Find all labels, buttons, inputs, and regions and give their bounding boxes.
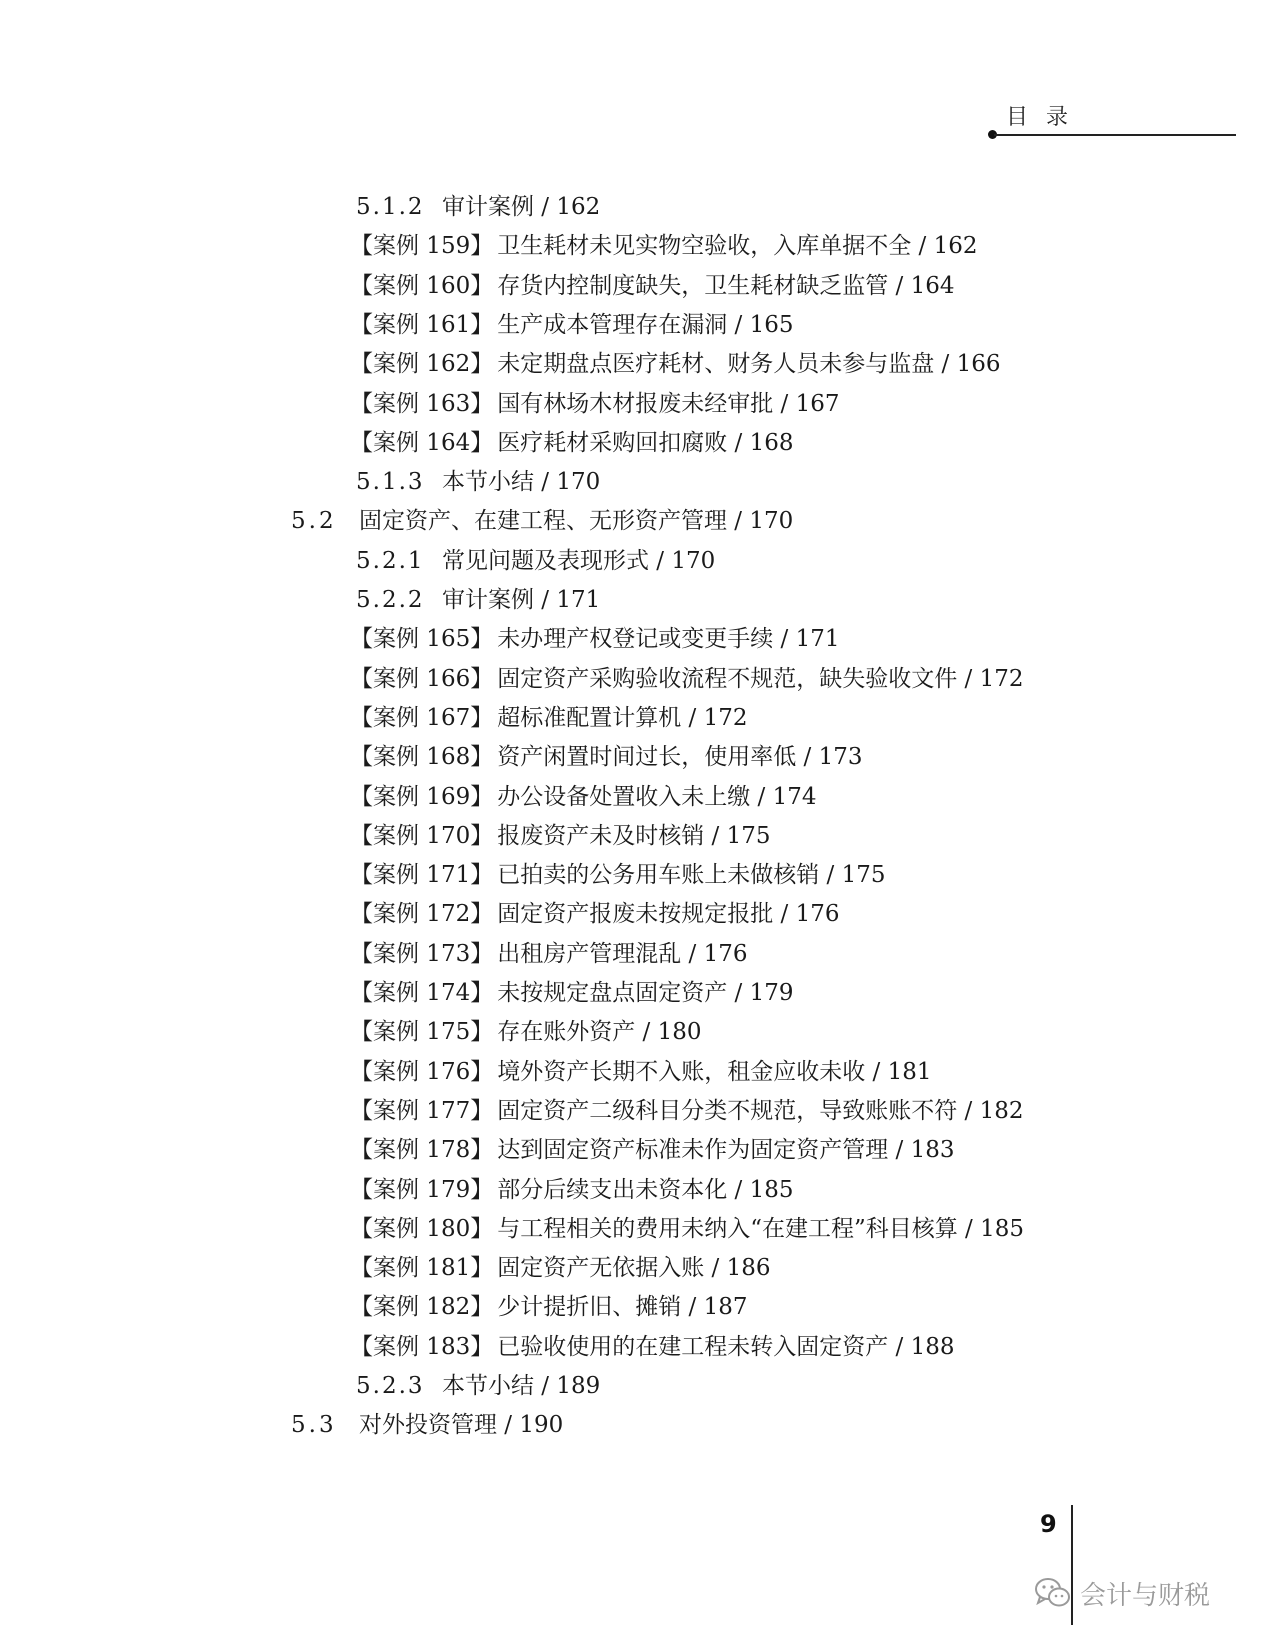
page-number: 9 (1040, 1510, 1057, 1538)
entry-number: 【案例 163】 (350, 390, 494, 417)
entry-page-number: 176 (703, 940, 748, 967)
entry-title: 已验收使用的在建工程未转入固定资产 (497, 1333, 889, 1360)
entry-page-number: 181 (887, 1058, 932, 1085)
entry-page-number: 179 (749, 980, 794, 1006)
entry-number: 【案例 161】 (350, 311, 494, 338)
entry-title: 国有林场木材报废未经审批 (497, 390, 774, 417)
entry-number: 【案例 170】 (350, 822, 494, 849)
entry-page-number: 176 (795, 901, 840, 928)
toc-case-entry (350, 269, 955, 303)
header-title: 目录 (1006, 105, 1087, 130)
toc-case-entry (350, 858, 886, 892)
entry-title: 固定资产报废未按规定报批 (497, 901, 774, 928)
entry-page-number: 162 (556, 194, 601, 220)
entry-separator: / (727, 311, 750, 338)
entry-separator: / (796, 744, 819, 771)
entry-title: 医疗耗材采购回扣腐败 (497, 429, 728, 456)
toc-section-entry (291, 1408, 563, 1442)
entry-separator: / (957, 1215, 981, 1242)
entry-title: 固定资产无依据入账 (497, 1255, 705, 1282)
entry-title: 超标准配置计算机 (497, 704, 682, 731)
toc-case-entry (350, 819, 771, 853)
entry-number: 【案例 174】 (350, 980, 494, 1006)
entry-page-number: 186 (726, 1255, 771, 1282)
entry-page-number: 172 (703, 704, 748, 731)
entry-number: 【案例 168】 (350, 744, 494, 771)
entry-page-number: 190 (519, 1412, 564, 1439)
entry-title: 卫生耗材未见实物空验收，入库单据不全 (497, 233, 912, 260)
toc-section-entry (291, 504, 793, 538)
entry-page-number: 185 (749, 1176, 794, 1203)
entry-number: 【案例 167】 (350, 704, 494, 731)
entry-title: 未定期盘点医疗耗材、财务人员未参与监盘 (497, 351, 935, 378)
entry-title: 已拍卖的公务用车账上未做核销 (497, 862, 820, 889)
entry-separator: / (773, 390, 796, 417)
entry-number: 【案例 176】 (350, 1058, 494, 1085)
toc-subsection-entry (356, 190, 600, 224)
entry-title: 常见问题及表现形式 (442, 547, 649, 574)
toc-subsection-entry (356, 465, 600, 499)
toc-case-entry (350, 387, 840, 421)
toc-subsection-entry (356, 1369, 600, 1403)
entry-number: 【案例 181】 (350, 1255, 494, 1282)
toc-case-entry (350, 308, 794, 342)
entry-page-number: 173 (818, 744, 863, 771)
entry-separator: / (681, 1294, 704, 1321)
toc-subsection-entry (356, 583, 600, 617)
entry-title: 固定资产、在建工程、无形资产管理 (359, 508, 727, 535)
entry-number: 【案例 172】 (350, 901, 494, 928)
entry-page-number: 185 (980, 1215, 1025, 1242)
entry-separator: / (888, 272, 911, 299)
entry-separator: / (534, 1373, 557, 1399)
header-rule (994, 134, 1236, 136)
entry-page-number: 180 (657, 1019, 702, 1046)
entry-title: 生产成本管理存在漏洞 (497, 311, 728, 338)
entry-page-number: 182 (979, 1097, 1024, 1124)
entry-page-number: 168 (749, 429, 794, 456)
entry-title: 与工程相关的费用未纳入“在建工程”科目核算 (497, 1215, 958, 1242)
entry-separator: / (727, 429, 750, 456)
entry-page-number: 171 (795, 626, 840, 653)
watermark-text: 会计与财税 (1080, 1580, 1211, 1611)
toc-case-entry (350, 1015, 702, 1049)
entry-number: 【案例 177】 (350, 1097, 494, 1124)
entry-number: 【案例 171】 (350, 862, 494, 889)
entry-number: 【案例 164】 (350, 429, 494, 456)
entry-page-number: 170 (749, 508, 794, 535)
entry-title: 存在账外资产 (497, 1019, 636, 1046)
entry-separator: / (635, 1019, 658, 1046)
wechat-icon (1034, 1576, 1072, 1610)
toc-case-entry (350, 426, 794, 460)
entry-separator: / (888, 1137, 911, 1164)
toc-case-entry (350, 976, 794, 1010)
entry-title: 本节小结 (442, 1373, 534, 1399)
toc-case-entry (350, 1212, 1024, 1246)
entry-separator: / (497, 1412, 520, 1439)
entry-page-number: 172 (979, 665, 1024, 692)
entry-number: 【案例 169】 (350, 783, 494, 810)
entry-page-number: 170 (556, 469, 601, 496)
entry-separator: / (534, 587, 557, 613)
entry-title: 达到固定资产标准未作为固定资产管理 (497, 1137, 889, 1164)
entry-page-number: 187 (703, 1294, 748, 1321)
entry-page-number: 164 (910, 272, 955, 299)
entry-separator: / (704, 1255, 727, 1282)
entry-page-number: 189 (556, 1373, 601, 1399)
toc-case-entry (350, 1094, 1024, 1128)
entry-number: 【案例 179】 (350, 1176, 494, 1203)
entry-separator: / (773, 901, 796, 928)
entry-title: 少计提折旧、摊销 (497, 1294, 682, 1321)
entry-separator: / (750, 783, 773, 810)
toc-subsection-entry (356, 544, 715, 578)
entry-separator: / (957, 665, 980, 692)
entry-title: 未按规定盘点固定资产 (497, 980, 728, 1006)
toc-case-entry (350, 1251, 771, 1285)
entry-number: 5.2.2 (356, 587, 425, 613)
entry-page-number: 174 (772, 783, 817, 810)
entry-number: 【案例 178】 (350, 1137, 494, 1164)
entry-separator: / (727, 508, 750, 535)
entry-title: 资产闲置时间过长，使用率低 (497, 744, 797, 771)
entry-title: 对外投资管理 (359, 1412, 497, 1439)
toc-case-entry (350, 780, 817, 814)
entry-title: 办公设备处置收入未上缴 (497, 783, 751, 810)
toc-case-entry (350, 701, 748, 735)
entry-separator: / (681, 704, 704, 731)
entry-number: 【案例 160】 (350, 272, 494, 299)
entry-separator: / (704, 822, 727, 849)
toc-case-entry (350, 1173, 794, 1207)
entry-number: 【案例 183】 (350, 1333, 494, 1360)
entry-page-number: 183 (910, 1137, 955, 1164)
toc-case-entry (350, 937, 748, 971)
entry-separator: / (911, 233, 934, 260)
entry-number: 5.1.3 (356, 469, 425, 496)
entry-number: 5.3 (291, 1412, 337, 1439)
entry-page-number: 170 (671, 547, 716, 574)
entry-title: 境外资产长期不入账，租金应收未收 (497, 1058, 866, 1085)
entry-page-number: 175 (726, 822, 771, 849)
entry-page-number: 175 (841, 862, 886, 889)
entry-separator: / (865, 1058, 888, 1085)
entry-separator: / (534, 194, 557, 220)
entry-page-number: 166 (956, 351, 1001, 378)
toc-case-entry (350, 897, 840, 931)
toc-case-entry (350, 1330, 955, 1364)
toc-case-entry (350, 740, 863, 774)
entry-title: 出租房产管理混乱 (497, 940, 682, 967)
entry-separator: / (681, 940, 704, 967)
toc-case-entry (350, 229, 978, 263)
entry-page-number: 171 (556, 587, 601, 613)
entry-separator: / (727, 980, 750, 1006)
toc-case-entry (350, 347, 1001, 381)
entry-number: 5.2.3 (356, 1373, 425, 1399)
entry-title: 固定资产采购验收流程不规范，缺失验收文件 (497, 665, 958, 692)
entry-title: 审计案例 (442, 194, 534, 220)
entry-title: 存货内控制度缺失，卫生耗材缺乏监管 (497, 272, 889, 299)
watermark (1034, 1573, 1210, 1613)
entry-number: 5.2 (291, 508, 337, 535)
entry-title: 本节小结 (442, 469, 534, 496)
entry-number: 【案例 162】 (350, 351, 494, 378)
entry-separator: / (888, 1333, 911, 1360)
toc-case-entry (350, 622, 840, 656)
entry-number: 【案例 166】 (350, 665, 494, 692)
entry-number: 【案例 165】 (350, 626, 494, 653)
entry-separator: / (934, 351, 957, 378)
entry-page-number: 167 (795, 390, 840, 417)
toc-case-entry (350, 662, 1024, 696)
entry-page-number: 162 (933, 233, 978, 260)
entry-title: 部分后续支出未资本化 (497, 1176, 728, 1203)
entry-title: 审计案例 (442, 587, 534, 613)
toc-case-entry (350, 1290, 748, 1324)
entry-number: 5.2.1 (356, 547, 425, 574)
entry-separator: / (957, 1097, 980, 1124)
entry-title: 报废资产未及时核销 (497, 822, 705, 849)
entry-number: 【案例 173】 (350, 940, 494, 967)
entry-number: 【案例 180】 (350, 1215, 494, 1242)
entry-separator: / (649, 547, 672, 574)
entry-page-number: 165 (749, 311, 794, 338)
entry-separator: / (534, 469, 557, 496)
entry-title: 未办理产权登记或变更手续 (497, 626, 774, 653)
entry-page-number: 188 (910, 1333, 955, 1360)
entry-number: 【案例 175】 (350, 1019, 494, 1046)
entry-separator: / (819, 862, 842, 889)
entry-separator: / (773, 626, 796, 653)
entry-number: 【案例 182】 (350, 1294, 494, 1321)
entry-number: 【案例 159】 (350, 233, 494, 260)
entry-number: 5.1.2 (356, 194, 425, 220)
running-header (988, 100, 1236, 140)
toc-case-entry (350, 1133, 955, 1167)
entry-title: 固定资产二级科目分类不规范，导致账账不符 (497, 1097, 958, 1124)
entry-separator: / (727, 1176, 750, 1203)
toc-case-entry (350, 1055, 932, 1089)
